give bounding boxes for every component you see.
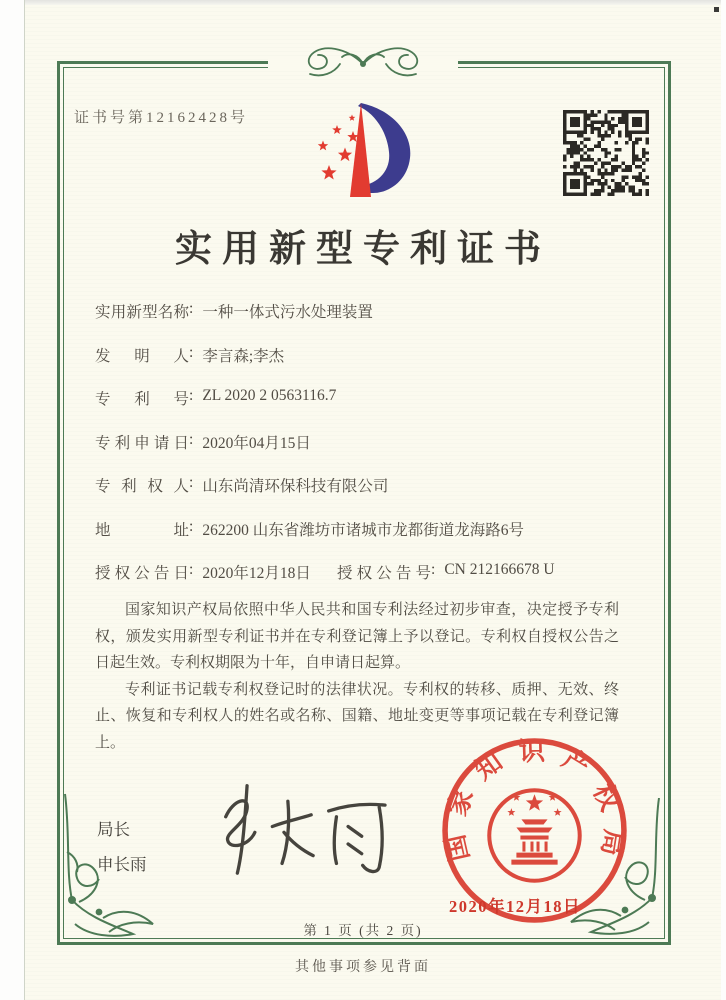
certificate-number: 证书号第12162428号: [74, 110, 249, 126]
field-label: 实用新型名称: [95, 304, 189, 321]
scan-edge-left: [0, 0, 25, 1000]
legal-text: [95, 597, 619, 756]
field-row: 地址 : 262200 山东省潍坊市诸城市龙都街道龙海路6号: [95, 517, 524, 539]
grant-no-value: CN 212166678 U: [444, 561, 555, 578]
scan-artifact-dot: [714, 7, 719, 12]
field-row: 实用新型名称 : 一种一体式污水处理装置: [95, 300, 373, 321]
field-row: 发明人 : 李言森;李杰: [95, 343, 285, 365]
field-value: 2020年04月15日: [202, 434, 311, 452]
cnipa-patent-logo-icon: [295, 100, 430, 200]
field-value: 262200 山东省潍坊市诸城市龙都街道龙海路6号: [202, 521, 524, 539]
field-row: 专利申请日 : 2020年04月15日: [95, 430, 311, 452]
signer-name: 申长雨: [97, 855, 147, 874]
seal-text: 国家知识产权局: [440, 736, 629, 864]
grant-date-label: 授权公告日: [95, 565, 189, 582]
field-value: 山东尚清环保科技有限公司: [202, 478, 389, 495]
scan-edge-right: [721, 0, 726, 1000]
page-number: 第 1 页 (共 2 页): [303, 923, 423, 938]
field-value: 李言森;李杰: [202, 347, 285, 365]
field-label: 发明人: [95, 347, 189, 365]
seal-date: 2020年12月18日: [449, 897, 581, 916]
scan-edge-top: [0, 0, 726, 5]
field-label: 地址: [95, 521, 189, 539]
legal-paragraph-2: 专利证书记载专利权登记时的法律状况。专利权的转移、质押、无效、终止、恢复和专利权人的姓名或名称、国籍、地址变更等事项记载在专利登记簿上。: [95, 681, 619, 751]
field-row: 专利权人 : 山东尚清环保科技有限公司: [95, 474, 389, 495]
field-label: 专利申请日: [95, 434, 189, 452]
field-label: 专利权人: [95, 478, 189, 495]
signer-block: [97, 812, 147, 882]
director-signature-icon: [198, 776, 403, 878]
grant-date-value: 2020年12月18日: [202, 565, 311, 582]
field-list: [95, 300, 620, 605]
top-border-ornament-icon: [268, 42, 458, 86]
footer-note: 其他事项参见背面: [295, 960, 431, 975]
field-label: 专利号: [95, 391, 189, 408]
field-row: 专利号 : ZL 2020 2 0563116.7: [95, 387, 337, 408]
grant-row: 授权公告日 : 2020年12月18日 授权公告号 : CN 212166678 U: [95, 561, 555, 582]
qr-code-icon: [563, 110, 649, 196]
page-title: 实用新型专利证书: [175, 229, 551, 270]
legal-paragraph-1: 国家知识产权局依照中华人民共和国专利法经过初步审查，决定授予专利权，颁发实用新型专利证书并在专利登记簿上予以登记。专利权自授权公告之日起生效。专利权期限为十年，自申请日起算。: [95, 602, 619, 671]
grant-no-label: 授权公告号: [337, 565, 431, 582]
field-value: ZL 2020 2 0563116.7: [202, 387, 337, 404]
signer-title: 局长: [97, 820, 130, 839]
field-value: 一种一体式污水处理装置: [202, 304, 373, 321]
